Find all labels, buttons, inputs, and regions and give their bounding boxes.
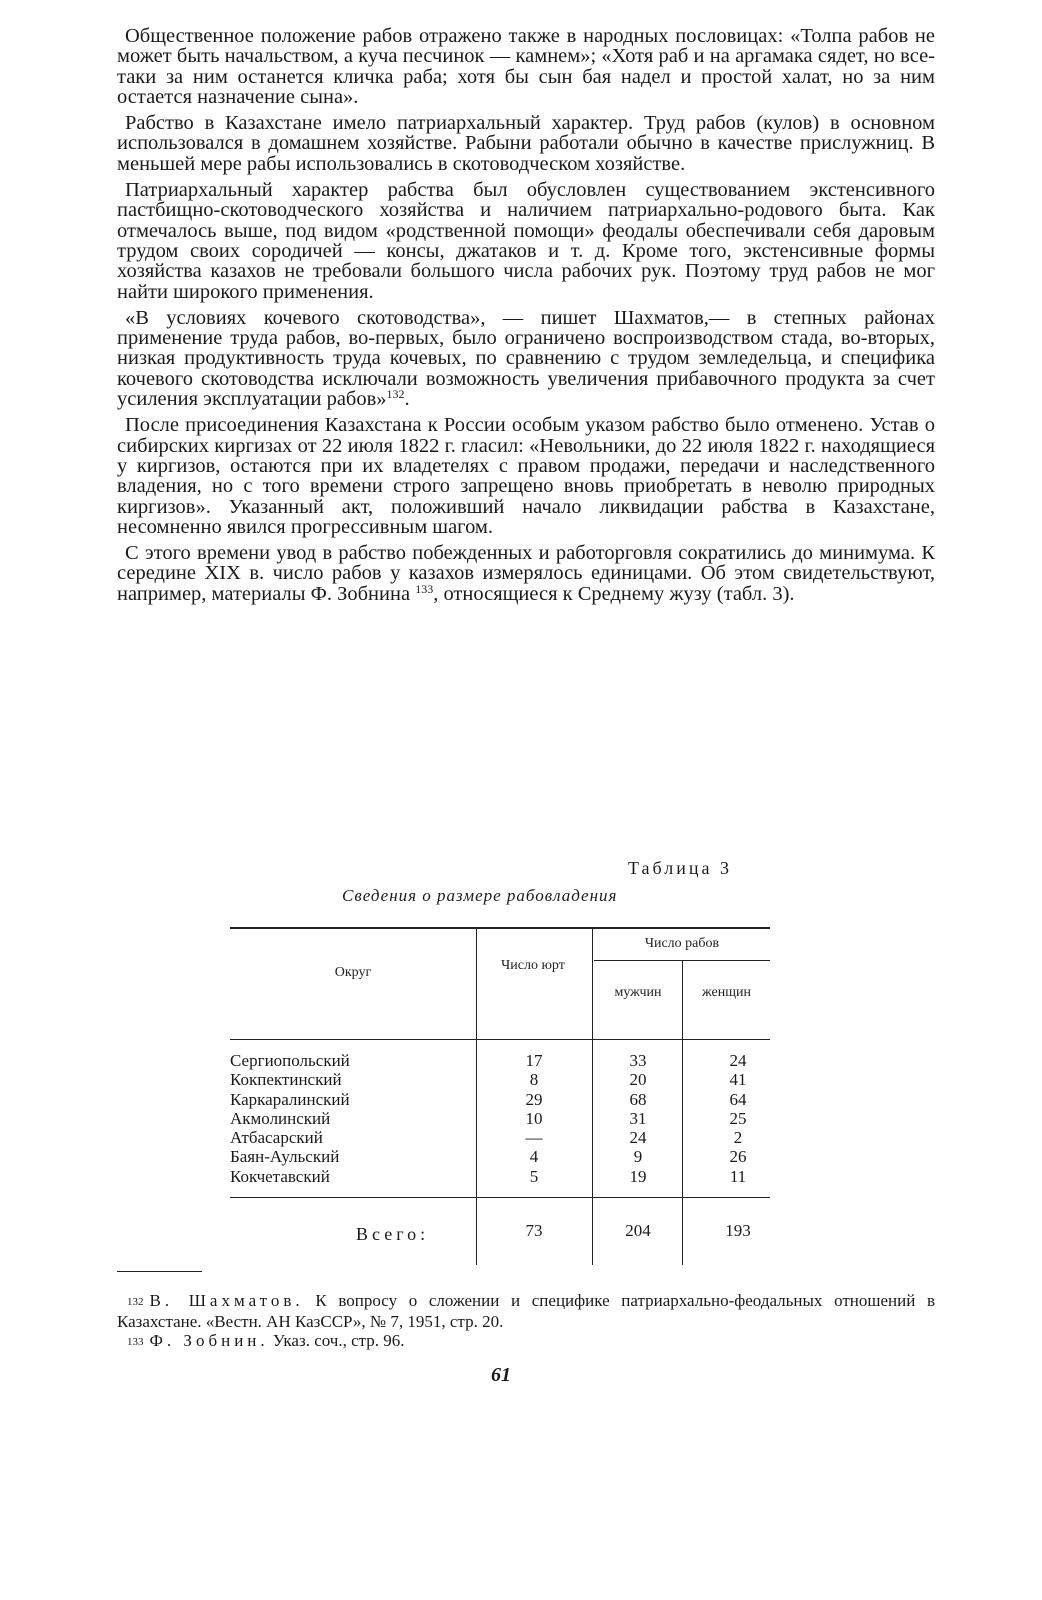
row-yurts: 10 <box>525 1108 543 1128</box>
total-women: 193 <box>725 1221 751 1240</box>
row-men: 9 <box>633 1147 643 1167</box>
footnote-133: 133 Ф. Зобнин. Указ. соч., стр. 96. <box>127 1331 405 1350</box>
row-district: Кокпектинский <box>230 1070 342 1090</box>
row-women: 2 <box>733 1128 743 1148</box>
row-men: 19 <box>629 1166 647 1186</box>
main-text <box>117 26 935 604</box>
row-women: 26 <box>729 1147 747 1167</box>
row-district: Сергиопольский <box>230 1051 350 1070</box>
row-women: 24 <box>729 1051 747 1070</box>
row-men: 20 <box>629 1070 647 1090</box>
header-district: Округ <box>334 965 372 980</box>
footnote-ref-133: 133 <box>415 581 434 596</box>
table-top-rule <box>230 927 770 929</box>
row-district: Кокчетавский <box>230 1166 330 1186</box>
header-women: женщин <box>702 985 751 1000</box>
total-label: Всего: <box>356 1224 430 1244</box>
page-number: 61 <box>491 1364 511 1386</box>
slave-ownership-table <box>230 927 770 1265</box>
row-women: 41 <box>729 1070 747 1090</box>
row-women: 11 <box>729 1166 747 1186</box>
header-men: мужчин <box>614 985 662 1000</box>
row-men: 33 <box>629 1051 647 1070</box>
header-bottom-rule <box>230 1039 770 1040</box>
total-yurts: 73 <box>525 1221 543 1240</box>
row-women: 64 <box>729 1089 747 1109</box>
col-divider-3 <box>682 960 683 1265</box>
total-rule <box>230 1197 770 1198</box>
footnote-132: 132 В. Шахматов. К вопросу о сложении и специфике патриархально-феодальных отношений в Казахстане. «Вестн. АН КазССР», № 7, 1951, стр. 20. <box>117 1291 935 1331</box>
paragraph-3: Патриархальный характер рабства был обусловлен существованием экстенсивного пастбищно-скотоводческого хозяйства и наличием патриархально-родового быта. Как отмечалось выше, под видом «родственной помощи» феодалы обеспечивали себя даровым трудом своих сородичей — консы, джатаков и т. д. Кроме того, экстенсивные формы хозяйства казахов не требовали большого числа рабочих рук. Поэтому труд рабов не мог найти широкого применения. <box>117 179 935 303</box>
row-yurts: 4 <box>529 1147 539 1167</box>
row-district: Акмолинский <box>230 1108 331 1128</box>
paragraph-6: С этого времени увод в рабство побежденных и работорговля сократились до минимума. К середине XIX в. число рабов у казахов измерялось единицами. Об этом свидетельствуют, например, материалы Ф. Зобнина $^{133}$, относящиеся к Среднему жузу (табл. 3). <box>117 542 935 605</box>
paragraph-2: Рабство в Казахстане имело патриархальный характер. Труд рабов (кулов) в основном использовался в домашнем хозяйстве. Рабыни работали обычно в качестве прислужниц. В меньшей мере рабы использовались в скотоводческом хозяйстве. <box>117 112 935 175</box>
col-divider-1 <box>476 927 477 1265</box>
column-men <box>616 1051 660 1186</box>
footnote-separator <box>117 1271 202 1272</box>
table-title: Сведения о размере рабовладения <box>342 886 618 905</box>
row-men: 31 <box>629 1108 647 1128</box>
row-district: Каркаралинский <box>230 1089 350 1109</box>
paragraph-5: После присоединения Казахстана к России особым указом рабство было отменено. Устав о сибирских киргизах от 22 июля 1822 г. гласил: «Невольники, до 22 июля 1822 г. находящиеся у киргизов, остаются при их владетелях с правом продажи, передачи и наследственного владения, но с того времени строго запрещено вновь приобретать в неволю природных киргизов». Указанный акт, положивший начало ликвидации рабства в Казахстане, несомненно явился прогрессивным шагом. <box>117 414 935 538</box>
column-women <box>716 1051 760 1186</box>
row-yurts: 5 <box>529 1166 539 1186</box>
paragraph-1: Общественное положение рабов отражено также в народных пословицах: «Толпа рабов не может быть начальством, а куча песчинок — камнем»; «Хотя раб и на аргамака сядет, но все-таки за ним останется кличка раба; хотя бы сын бая надел и простой халат, но за ним остается назначение сына». <box>117 25 935 108</box>
table-label: Таблица 3 <box>628 858 732 878</box>
row-yurts: 17 <box>525 1051 543 1070</box>
row-men: 68 <box>629 1089 647 1109</box>
column-yurts <box>512 1051 556 1186</box>
col-divider-2 <box>592 927 593 1265</box>
paragraph-4: «В условиях кочевого скотоводства», — пишет Шахматов,— в степных районах применение труда рабов, во-первых, было ограничено воспроизводством стада, во-вторых, низкая продуктивность труда кочевых, по сравнению с трудом земледельца, и специфика кочевого скотоводства исключали возможность увеличения прибавочного продукта за счет усиления эксплуатации рабов»$^{132}$. <box>117 306 935 411</box>
row-yurts: — <box>525 1128 543 1148</box>
header-yurts: Число юрт <box>501 958 565 973</box>
row-district: Атбасарский <box>230 1128 323 1148</box>
total-men: 204 <box>625 1221 651 1240</box>
row-yurts: 8 <box>529 1070 539 1090</box>
column-district <box>230 1051 470 1186</box>
row-women: 25 <box>729 1108 747 1128</box>
footnotes <box>117 1291 935 1352</box>
row-men: 24 <box>629 1128 647 1148</box>
header-slaves: Число рабов <box>644 936 720 951</box>
footnote-ref-132: 132 <box>386 387 405 402</box>
row-district: Баян-Аульский <box>230 1147 340 1167</box>
row-yurts: 29 <box>525 1089 543 1109</box>
